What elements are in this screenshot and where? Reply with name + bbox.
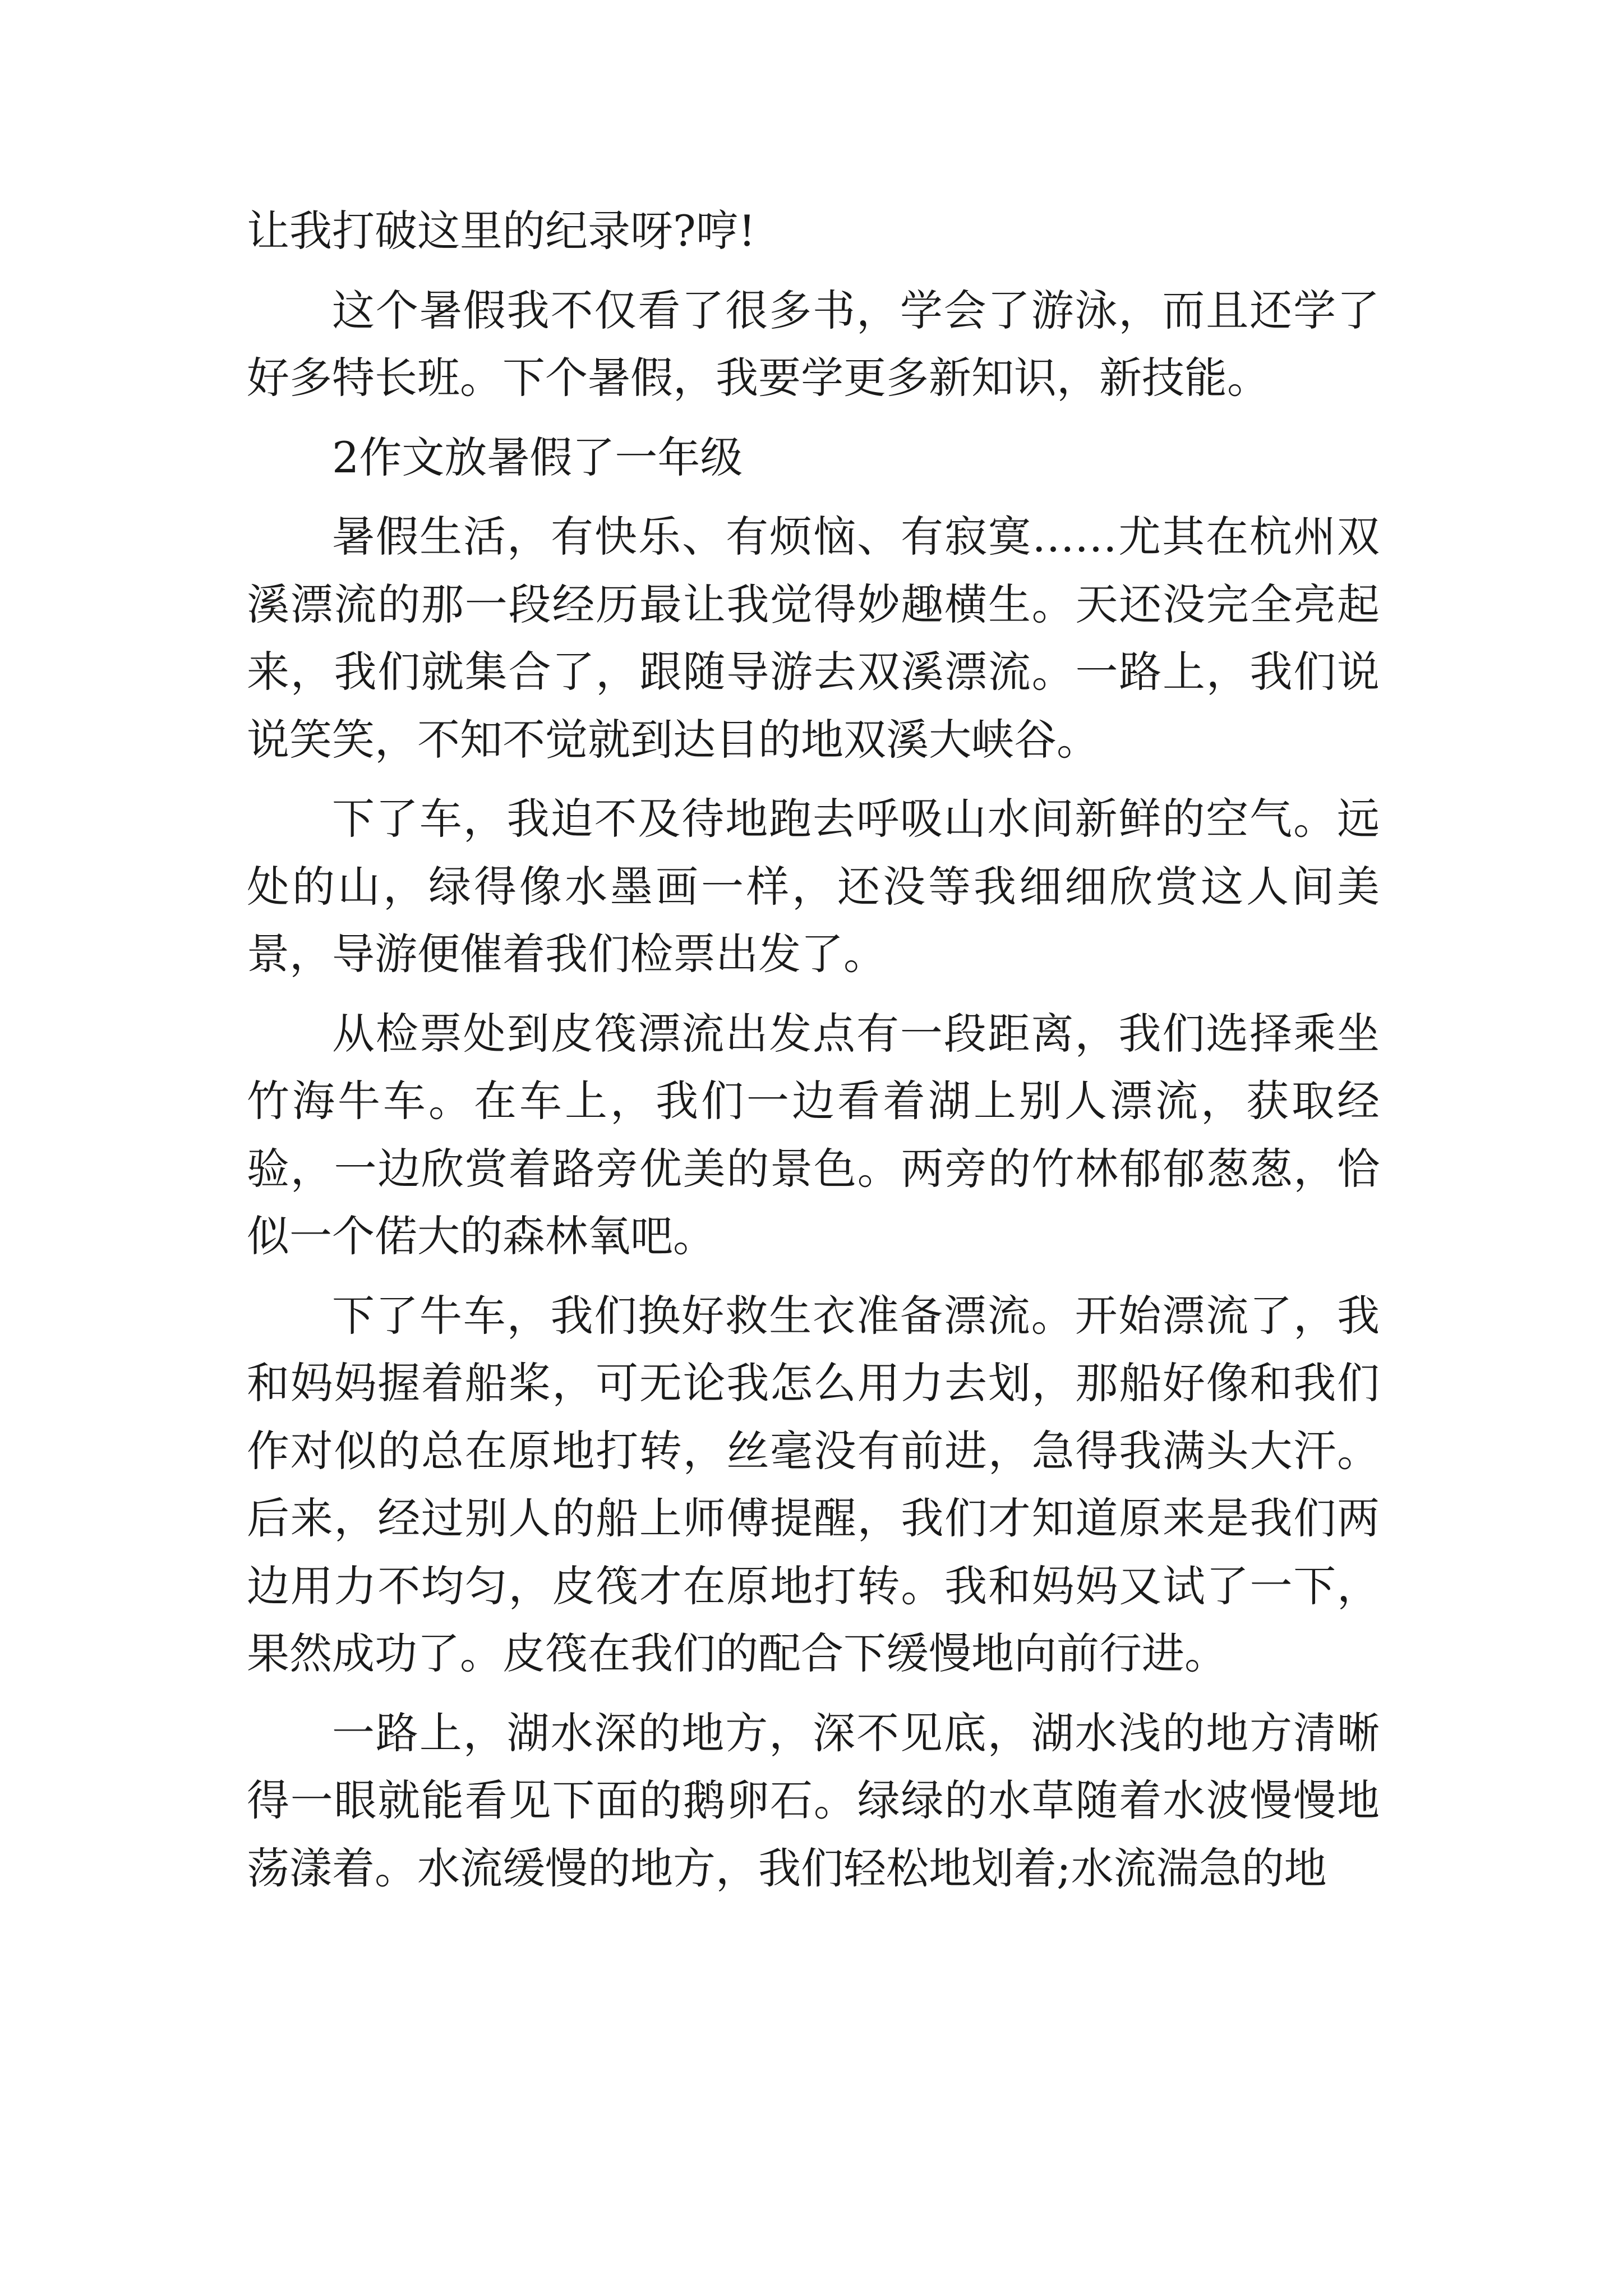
paragraph: 暑假生活，有快乐、有烦恼、有寂寞……尤其在杭州双溪漂流的那一段经历最让我觉得妙趣横生。天还没完全亮起来，我们就集合了，跟随导游去双溪漂流。一路上，我们说说笑笑，不知不觉就到达目的地双溪大峡谷。 [247, 512, 1380, 765]
paragraph: 下了牛车，我们换好救生衣准备漂流。开始漂流了，我和妈妈握着船桨，可无论我怎么用力去划，那船好像和我们作对似的总在原地打转，丝毫没有前进，急得我满头大汗。后来，经过别人的船上师傅提醒，我们才知道原来是我们两边用力不均匀，皮筏才在原地打转。我和妈妈又试了一下，果然成功了。皮筏在我们的配合下缓慢地向前行进。 [247, 1290, 1380, 1678]
paragraph-continuation: 让我打破这里的纪录呀?哼! [247, 206, 756, 256]
paragraph: 这个暑假我不仅看了很多书，学会了游泳，而且还学了好多特长班。下个暑假，我要学更多新知识，新技能。 [247, 285, 1380, 403]
paragraph: 一路上，湖水深的地方，深不见底，湖水浅的地方清晰得一眼就能看见下面的鹅卵石。绿绿的水草随着水波慢慢地荡漾着。水流缓慢的地方，我们轻松地划着;水流湍急的地 [247, 1708, 1380, 1893]
paragraph: 从检票处到皮筏漂流出发点有一段距离，我们选择乘坐竹海牛车。在车上，我们一边看着湖上别人漂流，获取经验，一边欣赏着路旁优美的景色。两旁的竹林郁郁葱葱，恰似一个偌大的森林氧吧。 [247, 1008, 1380, 1261]
document-body [247, 197, 1380, 1914]
section-heading: 2作文放暑假了一年级 [332, 432, 743, 482]
paragraph: 下了车，我迫不及待地跑去呼吸山水间新鲜的空气。远处的山，绿得像水墨画一样，还没等我细细欣赏这人间美景，导游便催着我们检票出发了。 [247, 794, 1380, 979]
